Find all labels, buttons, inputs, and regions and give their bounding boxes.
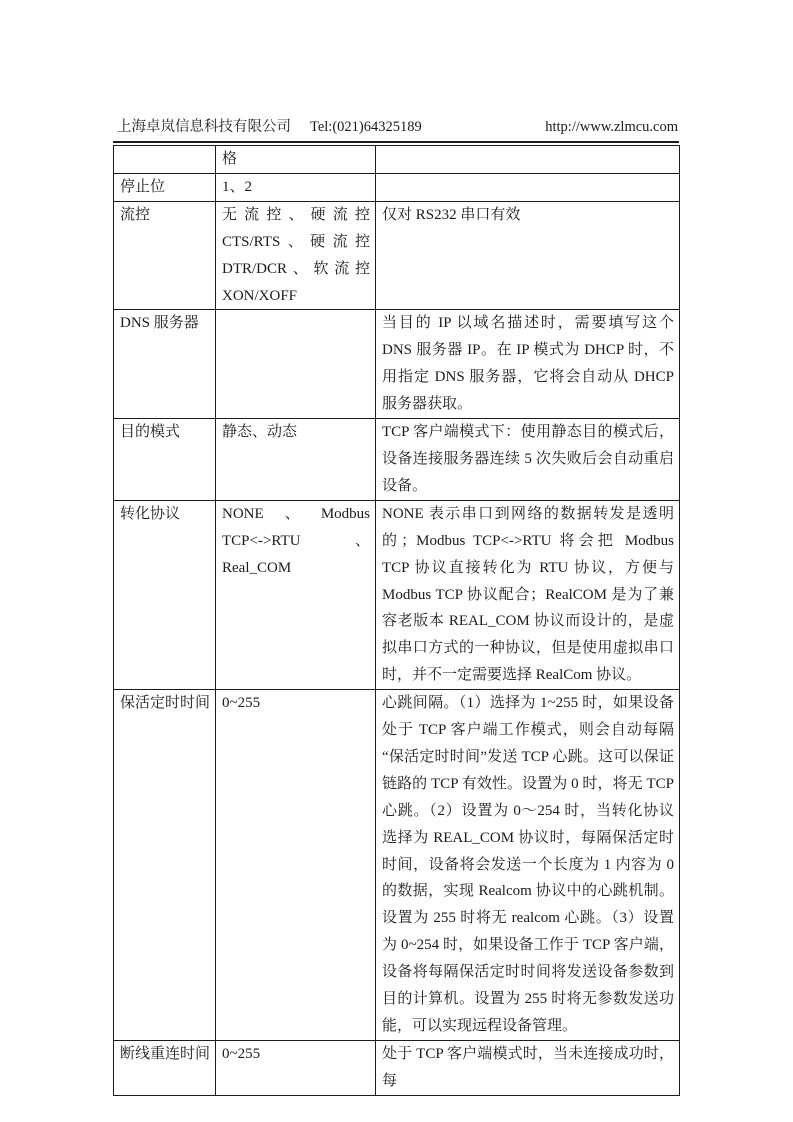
table-row [114, 419, 680, 501]
param-name-cell: 流控 [114, 201, 216, 310]
param-desc-cell: 心跳间隔。（1）选择为 1~255 时，如果设备处于 TCP 客户端工作模式，则会自动每隔“保活定时时间”发送 TCP 心跳。这可以保证链路的 TCP 有效性。设置为 0 时，将无 TCP 心跳。（2）设置为 0～254 时，当转化协议选择为 REAL_COM 协议时，每隔保活定时时间，设备将会发送一个长度为 1 内容为 0 的数据，实现 Realcom 协议中的心跳机制。设置为 255 时将无 realcom 心跳。（3）设置为 0~254 时，如果设备工作于 TCP 客户端，设备将每隔保活定时时间将发送设备参数到目的计算机。设置为 255 时将无参数发送功能，可以实现远程设备管理。 [376, 690, 680, 1041]
table-row [114, 310, 680, 419]
table-row [114, 690, 680, 1041]
param-value-cell: 静态、动态 [216, 419, 376, 501]
table-row [114, 146, 680, 174]
param-value-cell: 1、2 [216, 173, 376, 201]
company-website: http://www.zlmcu.com [545, 119, 678, 135]
param-name-cell: 停止位 [114, 173, 216, 201]
param-value-cell: NONE、Modbus TCP<->RTU、Real_COM [216, 500, 376, 689]
table-row [114, 1040, 680, 1095]
param-desc-cell: 当目的 IP 以域名描述时，需要填写这个 DNS 服务器 IP。在 IP 模式为 DHCP 时，不用指定 DNS 服务器，它将会自动从 DHCP 服务器获取。 [376, 310, 680, 419]
table-row [114, 173, 680, 201]
table-row [114, 201, 680, 310]
param-value-cell [216, 310, 376, 419]
param-value-cell: 无流控、硬流控CTS/RTS、硬流控DTR/DCR、软流控XON/XOFF [216, 201, 376, 310]
page-content [113, 117, 679, 1096]
company-name: 上海卓岚信息科技有限公司 [117, 119, 291, 135]
param-name-cell: 保活定时时间 [114, 690, 216, 1041]
param-desc-cell [376, 146, 680, 174]
param-value-cell: 0~255 [216, 1040, 376, 1095]
param-desc-cell: 仅对 RS232 串口有效 [376, 201, 680, 310]
param-value-cell: 格 [216, 146, 376, 174]
company-phone: Tel:(021)64325189 [310, 119, 422, 135]
param-desc-cell [376, 173, 680, 201]
param-value-cell: 0~255 [216, 690, 376, 1041]
param-desc-cell: 处于 TCP 客户端模式时，当未连接成功时，每 [376, 1040, 680, 1095]
param-name-cell: 断线重连时间 [114, 1040, 216, 1095]
param-name-cell: 转化协议 [114, 500, 216, 689]
param-desc-cell: NONE 表示串口到网络的数据转发是透明的；Modbus TCP<->RTU 将会把 Modbus TCP 协议直接转化为 RTU 协议，方便与 Modbus TCP 协议配合；RealCOM 是为了兼容老版本 REAL_COM 协议而设计的，是虚拟串口方式的一种协议，但是使用虚拟串口时，并不一定需要选择 RealCom 协议。 [376, 500, 680, 689]
page-header [113, 117, 679, 143]
param-name-cell: DNS 服务器 [114, 310, 216, 419]
param-desc-cell: TCP 客户端模式下：使用静态目的模式后，设备连接服务器连续 5 次失败后会自动重启设备。 [376, 419, 680, 501]
parameter-table [113, 145, 680, 1096]
param-name-cell [114, 146, 216, 174]
table-row [114, 500, 680, 689]
param-name-cell: 目的模式 [114, 419, 216, 501]
